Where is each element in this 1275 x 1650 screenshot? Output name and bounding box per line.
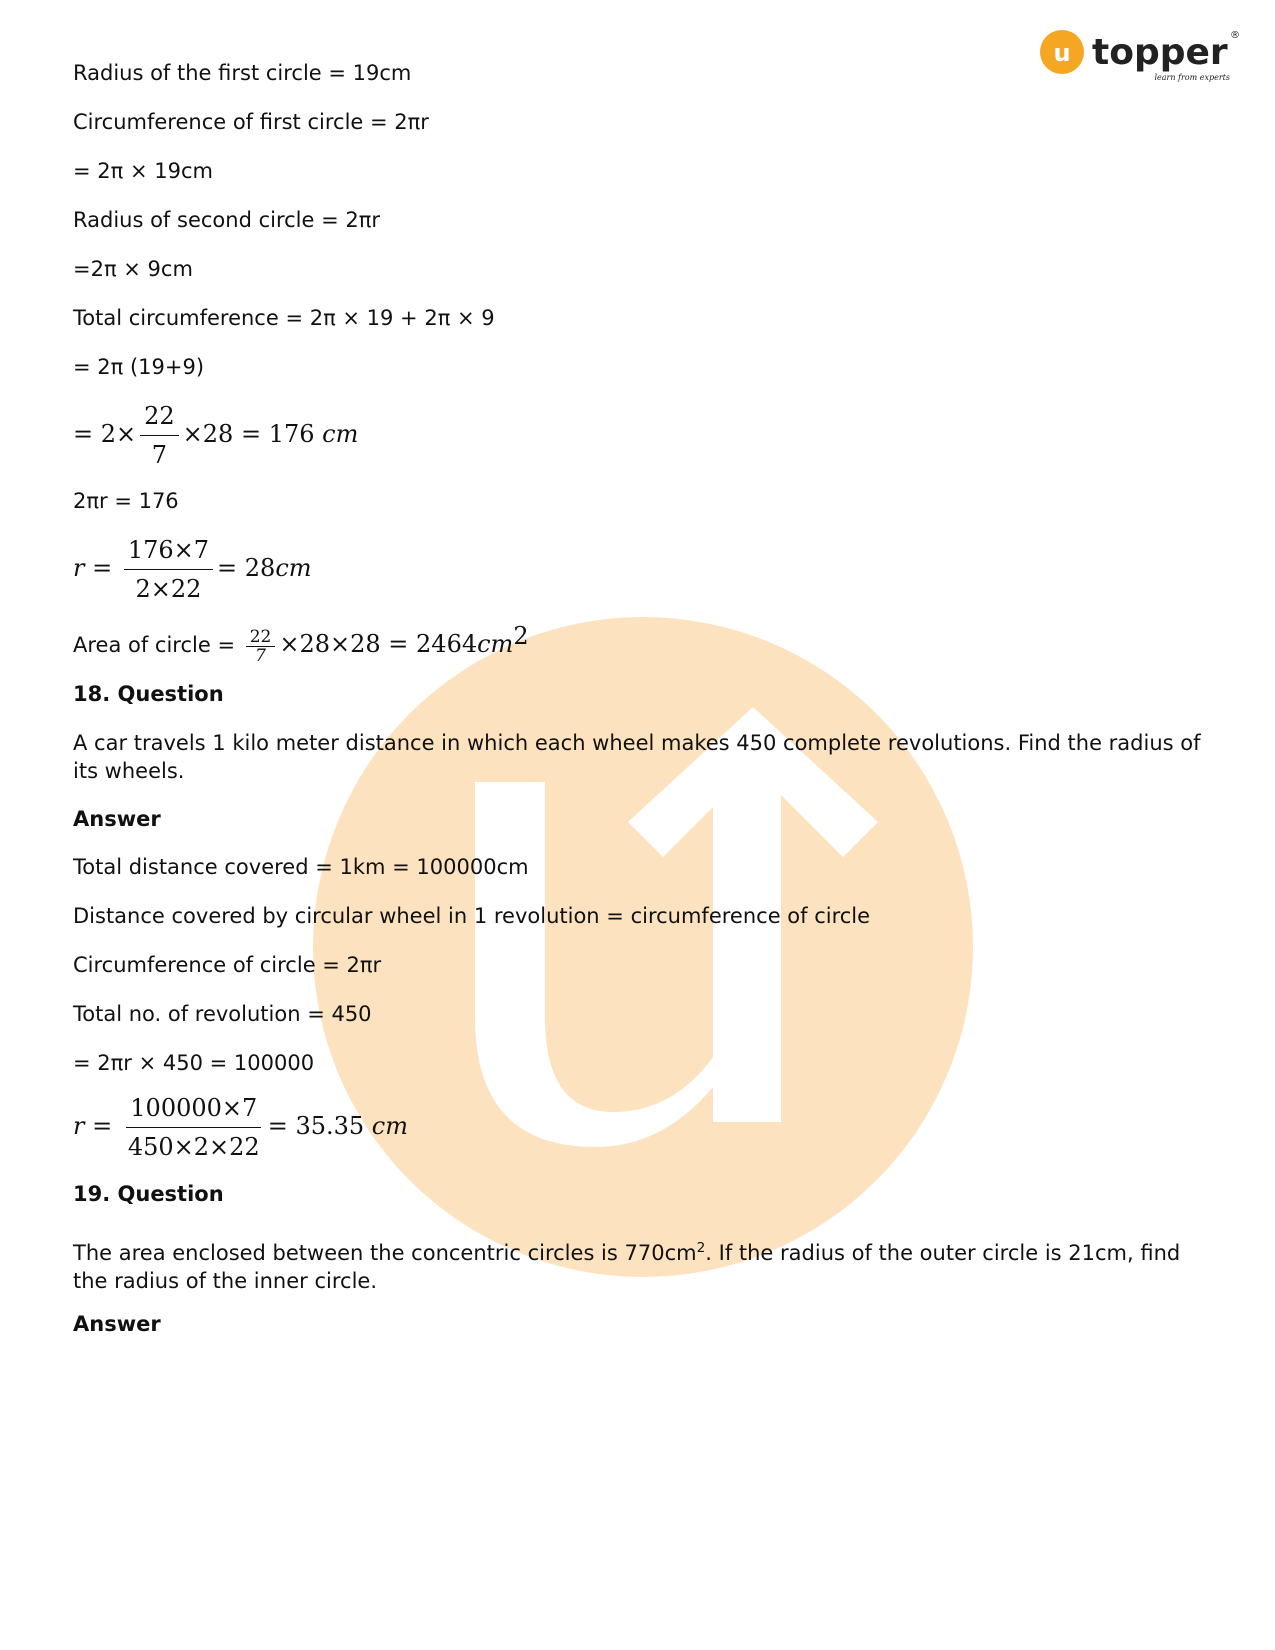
fraction-numerator: 176×7 [124,534,213,570]
equation-wheel-radius [73,1092,408,1163]
answer-heading: Answer [73,807,161,831]
eq-equals: = [84,554,120,582]
text-line: = 2π × 19cm [73,159,213,183]
fraction-denominator: 7 [151,441,168,469]
question-text-b: . If the radius of the outer circle is 21cm, find the radius of the inner circle. [73,1241,1181,1293]
question-text: A car travels 1 kilo meter distance in which each wheel makes 450 complete revolutions. Find the radius of its wheels. [73,731,1201,783]
eq-rhs: = 28 [217,554,276,582]
text-line: Total distance covered = 1km = 100000cm [73,855,529,879]
eq-expr: ×28×28 = 2464 [279,630,478,658]
text-line: Circumference of first circle = 2πr [73,110,429,134]
fraction-denominator: 7 [255,645,266,666]
answer-heading: Answer [73,1312,161,1336]
eq-lhs: r [73,1112,85,1140]
eq-exponent: 2 [513,622,529,650]
eq-lhs: r [73,554,85,582]
eq-rhs: = 35.35 [267,1112,372,1140]
text-line: = 2π (19+9) [73,355,205,379]
logo-tagline: learn from experts [1154,73,1230,82]
question-text [73,1234,1203,1295]
eq-prefix: = 2× [73,420,137,448]
equation-circumference [73,400,358,471]
text-line: = 2πr × 450 = 100000 [73,1051,315,1075]
eq-unit: cm [371,1112,408,1140]
fraction-denominator: 2×22 [135,575,202,603]
equation-radius [73,534,312,605]
question-text-a: The area enclosed between the concentric circles is 770cm [73,1241,697,1265]
eq-unit: cm [477,630,514,658]
question-text-exponent: 2 [696,1240,706,1256]
fraction-denominator: 450×2×22 [127,1133,260,1161]
text-line: 2πr = 176 [73,489,179,513]
text-line: Distance covered by circular wheel in 1 revolution = circumference of circle [73,904,871,928]
utopper-logo-watermark [313,617,973,1277]
text-line: Total circumference = 2π × 19 + 2π × 9 [73,306,495,330]
eq-unit: cm [322,420,359,448]
text-line: Radius of the first circle = 19cm [73,61,412,85]
text-line: Radius of second circle = 2πr [73,208,381,232]
utopper-logo [1040,24,1240,88]
text-line: Total no. of revolution = 450 [73,1002,372,1026]
fraction-numerator: 22 [246,628,276,647]
fraction-numerator: 100000×7 [126,1092,261,1128]
equation-area [73,622,529,665]
eq-unit: cm [275,554,312,582]
fraction-numerator: 22 [140,400,179,436]
question-heading: 19. Question [73,1182,224,1206]
question-heading: 18. Question [73,682,224,706]
eq-equals: = [84,1112,120,1140]
registered-mark: ® [1230,30,1240,41]
logo-text: topper [1092,32,1228,73]
eq-suffix: ×28 = 176 [182,420,323,448]
text-line: =2π × 9cm [73,257,193,281]
eq-label: Area of circle = [73,633,242,657]
text-line: Circumference of circle = 2πr [73,953,382,977]
logo-mark: u [1053,39,1071,67]
